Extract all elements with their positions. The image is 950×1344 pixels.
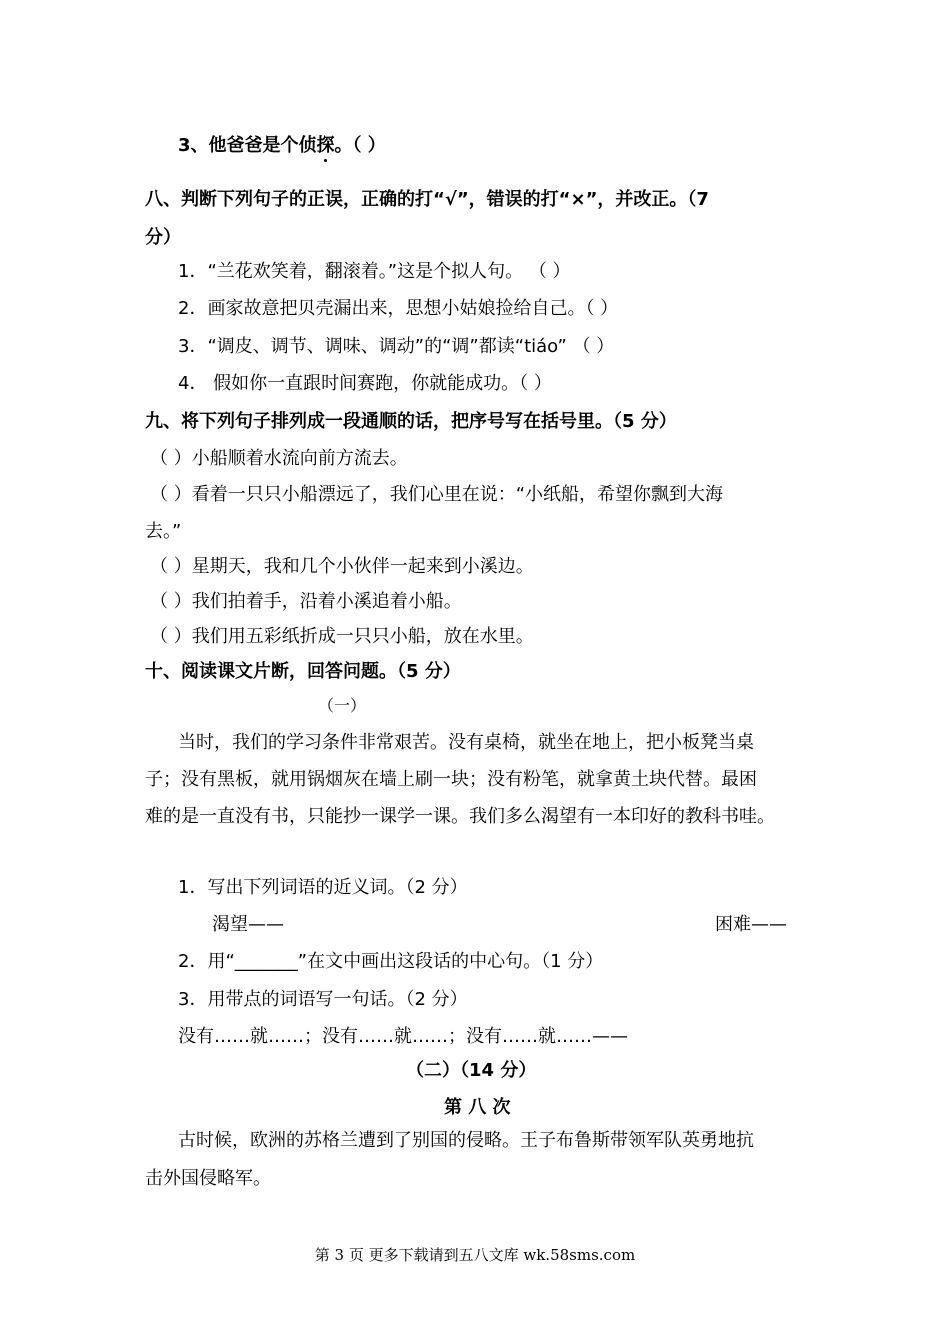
- q7-item-3: [178, 134, 386, 158]
- part-2-passage-line-2: 击外国侵略军。: [145, 1168, 271, 1189]
- q8-title-cont: 分）: [145, 227, 181, 248]
- q8-item-2: 2．画家故意把贝壳漏出来，思想小姑娘捡给自己。（ ）: [178, 298, 619, 319]
- part-2-title: 第 八 次: [444, 1097, 511, 1118]
- sub-question-1: 1．写出下列词语的近义词。（2 分）: [178, 877, 468, 898]
- passage-line-2: 子；没有黑板，就用锅烟灰在墙上刷一块；没有粉笔，就拿黄土块代替。最困: [145, 769, 757, 790]
- q7-item-3-suffix: 。（ ）: [334, 135, 386, 156]
- q9-line-5: （ ）我们拍着手，沿着小溪追着小船。: [150, 591, 462, 612]
- q7-item-3-prefix: 3、他爸爸是个侦: [178, 135, 317, 156]
- q8-item-3: 3．“调皮、调节、调味、调动”的“调”都读“tiáo” （ ）: [178, 336, 615, 357]
- passage-line-1: 当时，我们的学习条件非常艰苦。没有桌椅，就坐在地上，把小板凳当桌: [178, 732, 754, 753]
- sentence-pattern: 没有……就……；没有……就……；没有……就……——: [178, 1026, 628, 1047]
- part-2-passage-line-1: 古时候，欧洲的苏格兰遭到了别国的侵略。王子布鲁斯带领军队英勇地抗: [178, 1130, 754, 1151]
- page-footer: 第 3 页 更多下载请到五八文库 wk.58sms.com: [314, 1246, 636, 1264]
- q9-line-3: 去。”: [145, 521, 182, 542]
- q8-title: 八、判断下列句子的正误，正确的打“√”，错误的打“×”，并改正。（7: [145, 189, 709, 210]
- dotted-character: 探: [316, 135, 335, 156]
- q8-item-4: 4． 假如你一直跟时间赛跑，你就能成功。（ ）: [178, 373, 552, 394]
- q9-line-2: （ ）看着一只只小船漂远了，我们心里在说：“小纸船，希望你飘到大海: [150, 484, 724, 505]
- q9-title: 九、将下列句子排列成一段通顺的话，把序号写在括号里。（5 分）: [145, 411, 677, 432]
- passage-line-3: 难的是一直没有书，只能抄一课学一课。我们多么渴望有一本印好的教科书哇。: [145, 806, 775, 827]
- part-1-label: （一）: [318, 696, 367, 715]
- q8-item-1: 1．“兰花欢笑着，翻滚着。”这是个拟人句。 （ ）: [178, 261, 571, 282]
- q9-line-4: （ ）星期天，我和几个小伙伴一起来到小溪边。: [150, 556, 534, 577]
- sub-question-2: 2．用“_______”在文中画出这段话的中心句。（1 分）: [178, 951, 604, 972]
- synonym-word-2: 困难——: [715, 914, 787, 935]
- q9-line-1: （ ）小船顺着水流向前方流去。: [150, 448, 408, 469]
- q9-line-6: （ ）我们用五彩纸折成一只只小船，放在水里。: [150, 626, 534, 647]
- part-2-label: （二）（14 分）: [406, 1060, 537, 1081]
- sub-question-3: 3．用带点的词语写一句话。（2 分）: [178, 989, 468, 1010]
- synonym-word-1: 渴望——: [212, 914, 284, 935]
- q10-title: 十、阅读课文片断，回答问题。（5 分）: [145, 661, 461, 682]
